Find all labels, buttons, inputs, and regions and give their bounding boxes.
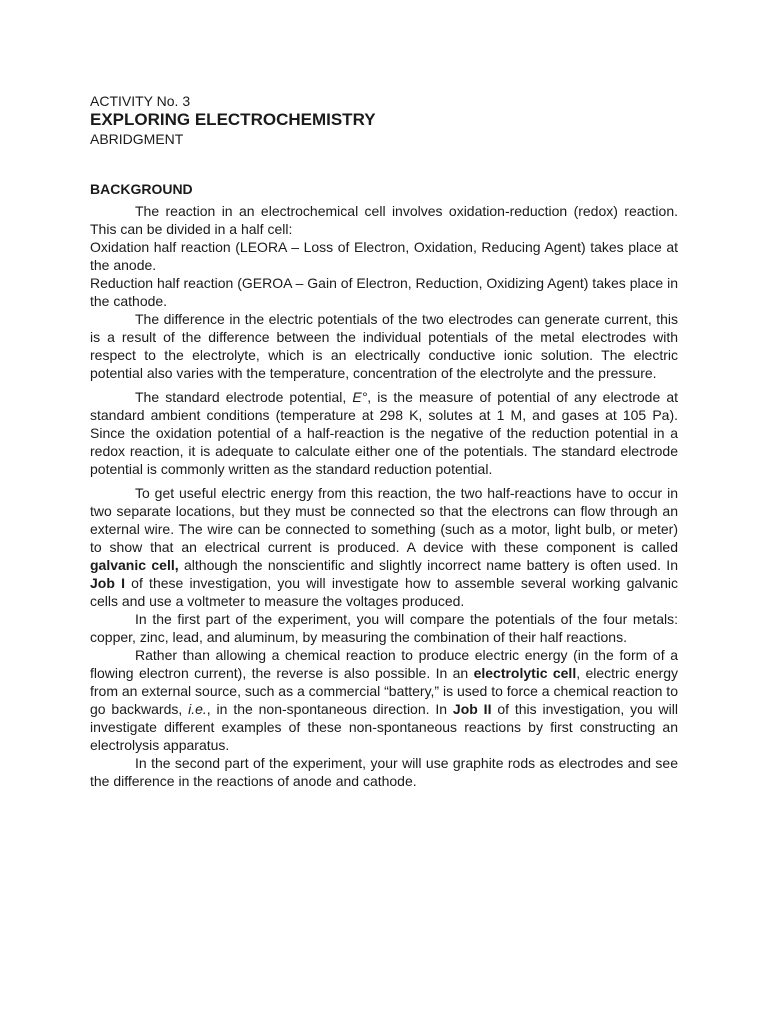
paragraph-redox-intro: The reaction in an electrochemical cell involves oxidation-reduction (redox) reaction. This can be divided in a half cell: (90, 203, 678, 237)
text-span: Rather than allowing a chemical reaction to produce electric energy (in the form of a flowing electron current), the reverse is also possible. In an (90, 647, 678, 681)
paragraph-electric-potentials: The difference in the electric potentials of the two electrodes can generate current, this is a result of the difference between the individual potentials of the metal electrodes with respect to the electrolyte, which is an electrically conductive ionic solution. The electric potential also varies with the temperature, concentration of the electrolyte and the pressure. (90, 311, 678, 381)
document-title: EXPLORING ELECTROCHEMISTRY (90, 110, 376, 129)
term-electrolytic-cell: electrolytic cell (473, 665, 577, 681)
document-subtitle: ABRIDGMENT (90, 131, 184, 147)
text-span: although the nonscientific and slightly incorrect name battery is often used. In (178, 557, 678, 573)
text-span: The standard electrode potential, (135, 389, 353, 405)
paragraph-second-part: In the second part of the experiment, your will use graphite rods as electrodes and see the difference in the reactions of anode and cathode. (90, 755, 678, 789)
paragraph-reduction-half: Reduction half reaction (GEROA – Gain of Electron, Reduction, Oxidizing Agent) takes place in the cathode. (90, 275, 678, 309)
potential-symbol: E° (352, 389, 368, 405)
text-span: , electric energy from an external source, such as a commercial “battery,” is used to force a chemical reaction to go backwards, (90, 665, 678, 717)
paragraph-standard-electrode-potential (90, 388, 678, 478)
term-ie: i.e. (188, 701, 207, 717)
document-page (90, 92, 678, 790)
text-span: , in the non-spontaneous direction. In (206, 701, 453, 717)
paragraph-electrolytic-cell (90, 646, 678, 754)
paragraph-first-part: In the first part of the experiment, you will compare the potentials of the four metals: copper, zinc, lead, and aluminum, by measuring the combination of their half reactions. (90, 611, 678, 645)
text-span: To get useful electric energy from this reaction, the two half-reactions have to occur in two separate locations, but they must be connected so that the electrons can flow through an external wire. The wire can be connected to something (such as a motor, light bulb, or meter) to show that an electrical current is produced. A device with these component is called (90, 485, 678, 555)
section-heading-background: BACKGROUND (90, 181, 193, 197)
term-job-i: Job I (90, 575, 125, 591)
term-galvanic-cell: galvanic cell, (90, 557, 179, 573)
text-span: of these investigation, you will investigate how to assemble several working galvanic cells and use a voltmeter to measure the voltages produced. (90, 575, 678, 609)
text-span: , is the measure of potential of any electrode at standard ambient conditions (temperature at 298 K, solutes at 1 M, and gases at 105 Pa). Since the oxidation potential of a half-reaction is the negative of the reduction potential in a redox reaction, it is adequate to calculate either one of the potentials. The standard electrode potential is commonly written as the standard reduction potential. (90, 389, 679, 477)
paragraph-oxidation-half: Oxidation half reaction (LEORA – Loss of Electron, Oxidation, Reducing Agent) takes place at the anode. (90, 239, 678, 273)
paragraph-galvanic-cell (90, 484, 678, 610)
text-span: of this investigation, you will investigate different examples of these non-spontaneous reactions by first constructing an electrolysis apparatus. (90, 701, 678, 753)
activity-number: ACTIVITY No. 3 (90, 93, 191, 109)
term-job-ii: Job II (452, 701, 492, 717)
